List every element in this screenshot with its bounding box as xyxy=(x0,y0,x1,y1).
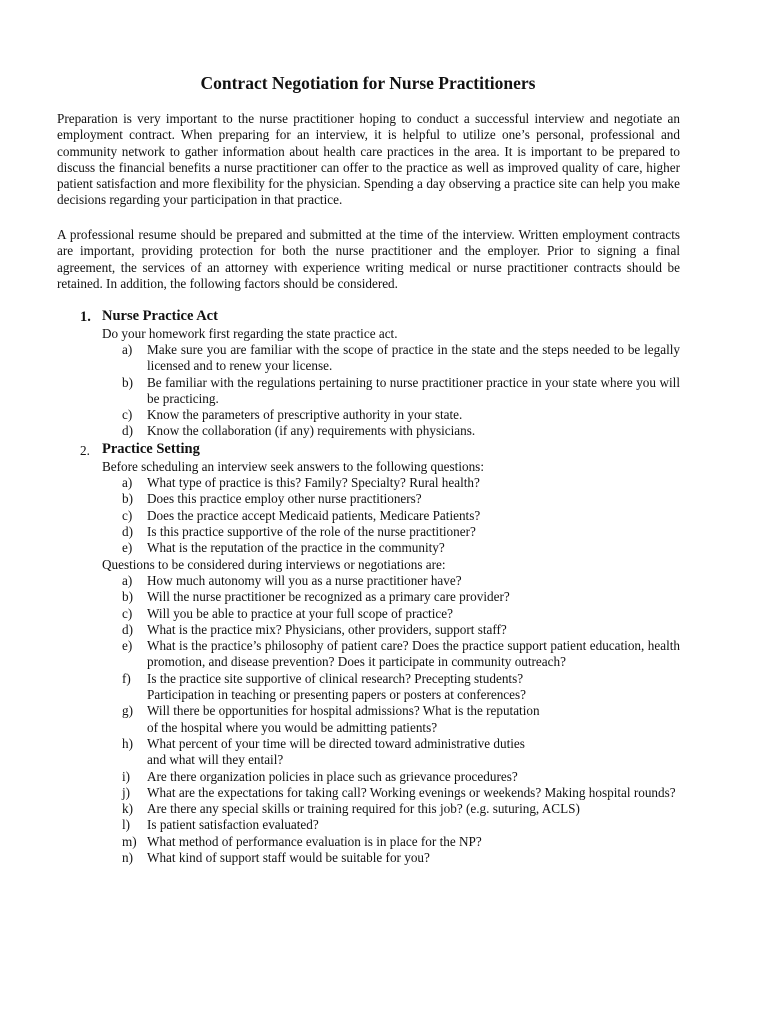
list-item xyxy=(102,342,680,375)
list-text: What percent of your time will be directed toward administrative duties xyxy=(147,735,525,751)
list-marker: c) xyxy=(122,605,133,621)
list-text: Know the parameters of prescriptive authority in your state. xyxy=(147,407,463,423)
list-text: What is the practice mix? Physicians, other providers, support staff? xyxy=(147,621,507,637)
list-item xyxy=(102,736,680,769)
list-item xyxy=(102,524,680,540)
list-text: Is the practice site supportive of clinical research? Precepting students? xyxy=(147,670,524,686)
list-text: What kind of support staff would be suitable for you? xyxy=(147,850,430,866)
section-title: Nurse Practice Act xyxy=(102,308,218,324)
list-item xyxy=(102,573,680,589)
list-text: Does this practice employ other nurse practitioners? xyxy=(147,491,422,507)
list-marker: a) xyxy=(122,573,133,588)
list-text: Are there organization policies in place such as grievance procedures? xyxy=(147,768,518,784)
section-number: 1. xyxy=(80,309,91,325)
list-text-continued: Participation in teaching or presenting papers or posters at conferences? xyxy=(147,687,526,703)
list-text: What is the reputation of the practice in the community? xyxy=(147,540,445,556)
list-text-continued: and what will they entail? xyxy=(147,752,284,768)
list-text: What is the practice’s philosophy of patient care? Does the practice support patient education, health promotion, and disease prevention? Does it participate in community outreach? xyxy=(147,638,680,670)
list-text: Are there any special skills or training required for this job? (e.g. suturing, ACLS) xyxy=(147,801,580,817)
list-text: Will you be able to practice at your full scope of practice? xyxy=(147,605,453,621)
section-number: 2. xyxy=(80,443,90,458)
list-marker: n) xyxy=(122,850,133,866)
list-marker: c) xyxy=(122,407,133,423)
intro-paragraph-1: Preparation is very important to the nurse practitioner hoping to conduct a successful interview and negotiate an employment contract. When preparing for an interview, it is helpful to utilize one’s personal, professional and community network to gather information about health care practices in the area. It is important to be prepared to discuss the financial benefits a nurse practitioner can offer to the practice as well as improved quality of care, higher patient satisfaction and more flexibility for the physician. Spending a day observing a practice site can help you make decisions regarding your participation in that practice. xyxy=(57,111,680,208)
section-intro-2: Questions to be considered during interviews or negotiations are: xyxy=(102,557,446,572)
list-item xyxy=(102,801,680,817)
list-marker: j) xyxy=(122,784,131,800)
list-marker: e) xyxy=(122,540,133,556)
list-item xyxy=(102,606,680,622)
list-item xyxy=(102,407,680,423)
list-marker: e) xyxy=(122,638,133,654)
list-item xyxy=(102,423,680,439)
list-marker: b) xyxy=(122,589,133,605)
list-item xyxy=(102,638,680,671)
list-text: Make sure you are familiar with the scope of practice in the state and the steps needed to be legally licensed and to renew your license. xyxy=(147,342,680,374)
list-text: Is this practice supportive of the role of the nurse practitioner? xyxy=(147,523,476,539)
list-marker: i) xyxy=(122,768,131,784)
list-marker: l) xyxy=(122,817,131,833)
list-item xyxy=(102,785,680,801)
intro-paragraph-2: A professional resume should be prepared and submitted at the time of the interview. Written employment contracts are important, providing protection for both the nurse practitioner and the employer. Prior to signing a final agreement, the services of an attorney with experience writing medical or nurse practitioner contracts should be retained. In addition, the following factors should be considered. xyxy=(57,227,680,291)
list-marker: h) xyxy=(122,735,133,751)
list-marker: a) xyxy=(122,342,133,357)
list-marker: d) xyxy=(122,423,133,439)
list-marker: k) xyxy=(122,801,133,817)
list-item xyxy=(102,508,680,524)
list-text: What type of practice is this? Family? Specialty? Rural health? xyxy=(147,475,480,490)
list-text: How much autonomy will you as a nurse practitioner have? xyxy=(147,573,462,588)
list-marker: g) xyxy=(122,703,133,719)
list-item xyxy=(102,540,680,556)
section-intro: Do your homework first regarding the state practice act. xyxy=(102,326,398,341)
section-items xyxy=(102,342,680,440)
list-text: Does the practice accept Medicaid patients, Medicare Patients? xyxy=(147,507,481,523)
document-title: Contract Negotiation for Nurse Practitioners xyxy=(200,73,536,93)
list-item xyxy=(102,850,680,866)
list-marker: d) xyxy=(122,523,133,539)
list-item xyxy=(102,817,680,833)
list-text: Be familiar with the regulations pertaining to nurse practitioner practice in your state where you will be practicing. xyxy=(147,374,680,406)
section-intro: Before scheduling an interview seek answers to the following questions: xyxy=(102,459,484,474)
list-item xyxy=(102,589,680,605)
list-item xyxy=(102,769,680,785)
list-text: Is patient satisfaction evaluated? xyxy=(147,817,319,833)
list-item xyxy=(102,475,680,491)
list-marker: b) xyxy=(122,491,133,507)
list-item xyxy=(102,375,680,408)
list-text-continued: of the hospital where you would be admitting patients? xyxy=(147,719,438,735)
list-item xyxy=(102,491,680,507)
section-title: Practice Setting xyxy=(102,441,200,457)
list-text: What method of performance evaluation is in place for the NP? xyxy=(147,833,482,849)
section-items-2 xyxy=(102,573,680,866)
list-marker: f) xyxy=(122,670,131,686)
list-marker: c) xyxy=(122,507,133,523)
list-text: What are the expectations for taking call? Working evenings or weekends? Making hospital rounds? xyxy=(147,784,676,800)
section-items xyxy=(102,475,680,556)
list-text: Will the nurse practitioner be recognized as a primary care provider? xyxy=(147,589,510,605)
list-item xyxy=(102,671,680,704)
list-marker: b) xyxy=(122,374,133,390)
list-marker: m) xyxy=(122,833,137,849)
list-marker: a) xyxy=(122,475,133,490)
list-item xyxy=(102,622,680,638)
list-text: Know the collaboration (if any) requirements with physicians. xyxy=(147,423,476,439)
list-item xyxy=(102,834,680,850)
list-text: Will there be opportunities for hospital admissions? What is the reputation xyxy=(147,703,540,719)
list-item xyxy=(102,703,680,736)
list-marker: d) xyxy=(122,621,133,637)
